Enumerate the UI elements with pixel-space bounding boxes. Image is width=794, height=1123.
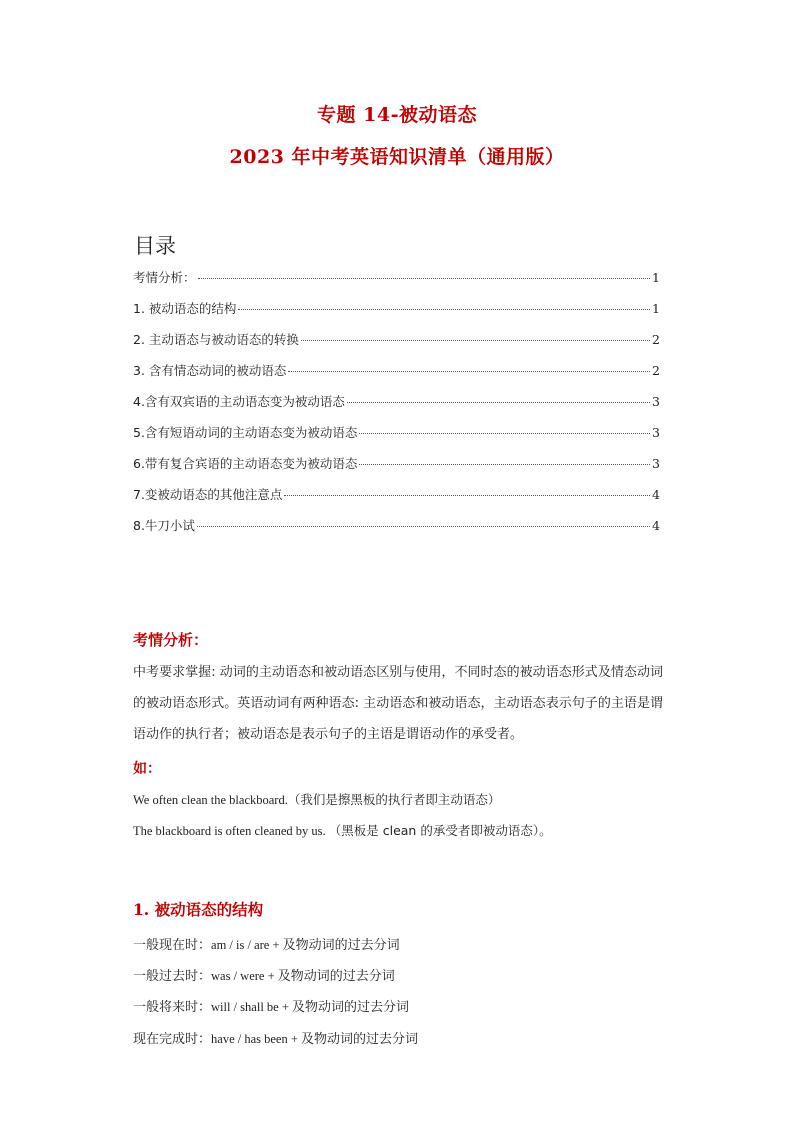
toc-item-page: 2 [652,332,660,347]
toc-item-label: 6.带有复合宾语的主动语态变为被动语态 [133,456,358,471]
toc-leader-dots [301,340,650,341]
example-sentence [133,821,552,839]
toc-item[interactable] [133,268,660,299]
toc-item-page: 4 [652,518,660,533]
toc-item-page: 3 [652,456,660,471]
toc-item-page: 3 [652,394,660,409]
toc-leader-dots [197,526,650,527]
document-title: 专题 14-被动语态 [317,104,477,126]
example-note: （我们是擦黑板的执行者即主动语态） [287,792,501,807]
tense-name: 现在完成时： [133,1032,212,1047]
toc-item-label: 考情分析： [133,270,196,285]
toc-leader-dots [198,278,651,279]
tense-tail: 及物动词的过去分词 [301,1032,419,1047]
toc-leader-dots [288,371,650,372]
toc-item[interactable] [133,485,660,516]
structure-line [133,1028,418,1047]
toc-item[interactable] [133,299,660,330]
toc-item-label: 5.含有短语动词的主动语态变为被动语态 [133,425,358,440]
tense-name: 一般将来时： [133,1000,212,1015]
example-english: The blackboard is often cleaned by us. [133,824,329,838]
toc-leader-dots [359,433,650,434]
toc-item-label: 4.含有双宾语的主动语态变为被动语态 [133,394,345,409]
table-of-contents [133,268,660,547]
toc-leader-dots [347,402,650,403]
toc-item-label: 3. 含有情态动词的被动语态 [133,363,287,378]
toc-item[interactable] [133,361,660,392]
tense-form: will / shall be + [211,1000,293,1014]
tense-tail: 及物动词的过去分词 [292,1000,410,1015]
toc-item[interactable] [133,330,660,361]
toc-item-page: 1 [652,301,660,316]
toc-leader-dots [284,495,650,496]
toc-item[interactable] [133,516,660,547]
toc-item-page: 4 [652,487,660,502]
tense-name: 一般现在时： [133,938,212,953]
example-sentence [133,790,500,808]
tense-tail: 及物动词的过去分词 [277,969,395,984]
tense-form: was / were + [211,969,278,983]
tense-form: have / has been + [211,1032,302,1046]
tense-name: 一般过去时： [133,969,212,984]
structure-line [133,965,395,984]
toc-heading: 目录 [134,234,176,258]
toc-item-page: 2 [652,363,660,378]
toc-leader-dots [359,464,650,465]
example-note: （黑板是 clean 的承受者即被动语态）。 [328,823,552,838]
analysis-paragraph: 中考要求掌握: 动词的主动语态和被动语态区别与使用，不同时态的被动语态形式及情态动词的被动语态形式。英语动词有两种语态: 主动语态和被动语态，主动语态表示句子的主语是谓语动作的执行者；被动语态是表示句子的主语是谓语动作的承受者。 [133,665,663,742]
toc-item-page: 3 [652,425,660,440]
toc-item-label: 1. 被动语态的结构 [133,301,237,316]
toc-item[interactable] [133,454,660,485]
toc-item-label: 2. 主动语态与被动语态的转换 [133,332,299,347]
toc-item[interactable] [133,392,660,423]
section-heading: 1. 被动语态的结构 [133,900,264,919]
toc-item-page: 1 [652,270,660,285]
structure-line [133,996,409,1015]
analysis-heading: 考情分析： [133,631,209,649]
tense-tail: 及物动词的过去分词 [282,938,400,953]
toc-item[interactable] [133,423,660,454]
example-english: We often clean the blackboard. [133,793,288,807]
structure-line [133,934,400,953]
toc-item-label: 7.变被动语态的其他注意点 [133,487,283,502]
document-subtitle: 2023 年中考英语知识清单（通用版） [229,146,565,168]
toc-leader-dots [238,309,650,310]
toc-item-label: 8.牛刀小试 [133,518,195,533]
example-label: 如： [133,761,161,777]
tense-form: am / is / are + [211,938,283,952]
